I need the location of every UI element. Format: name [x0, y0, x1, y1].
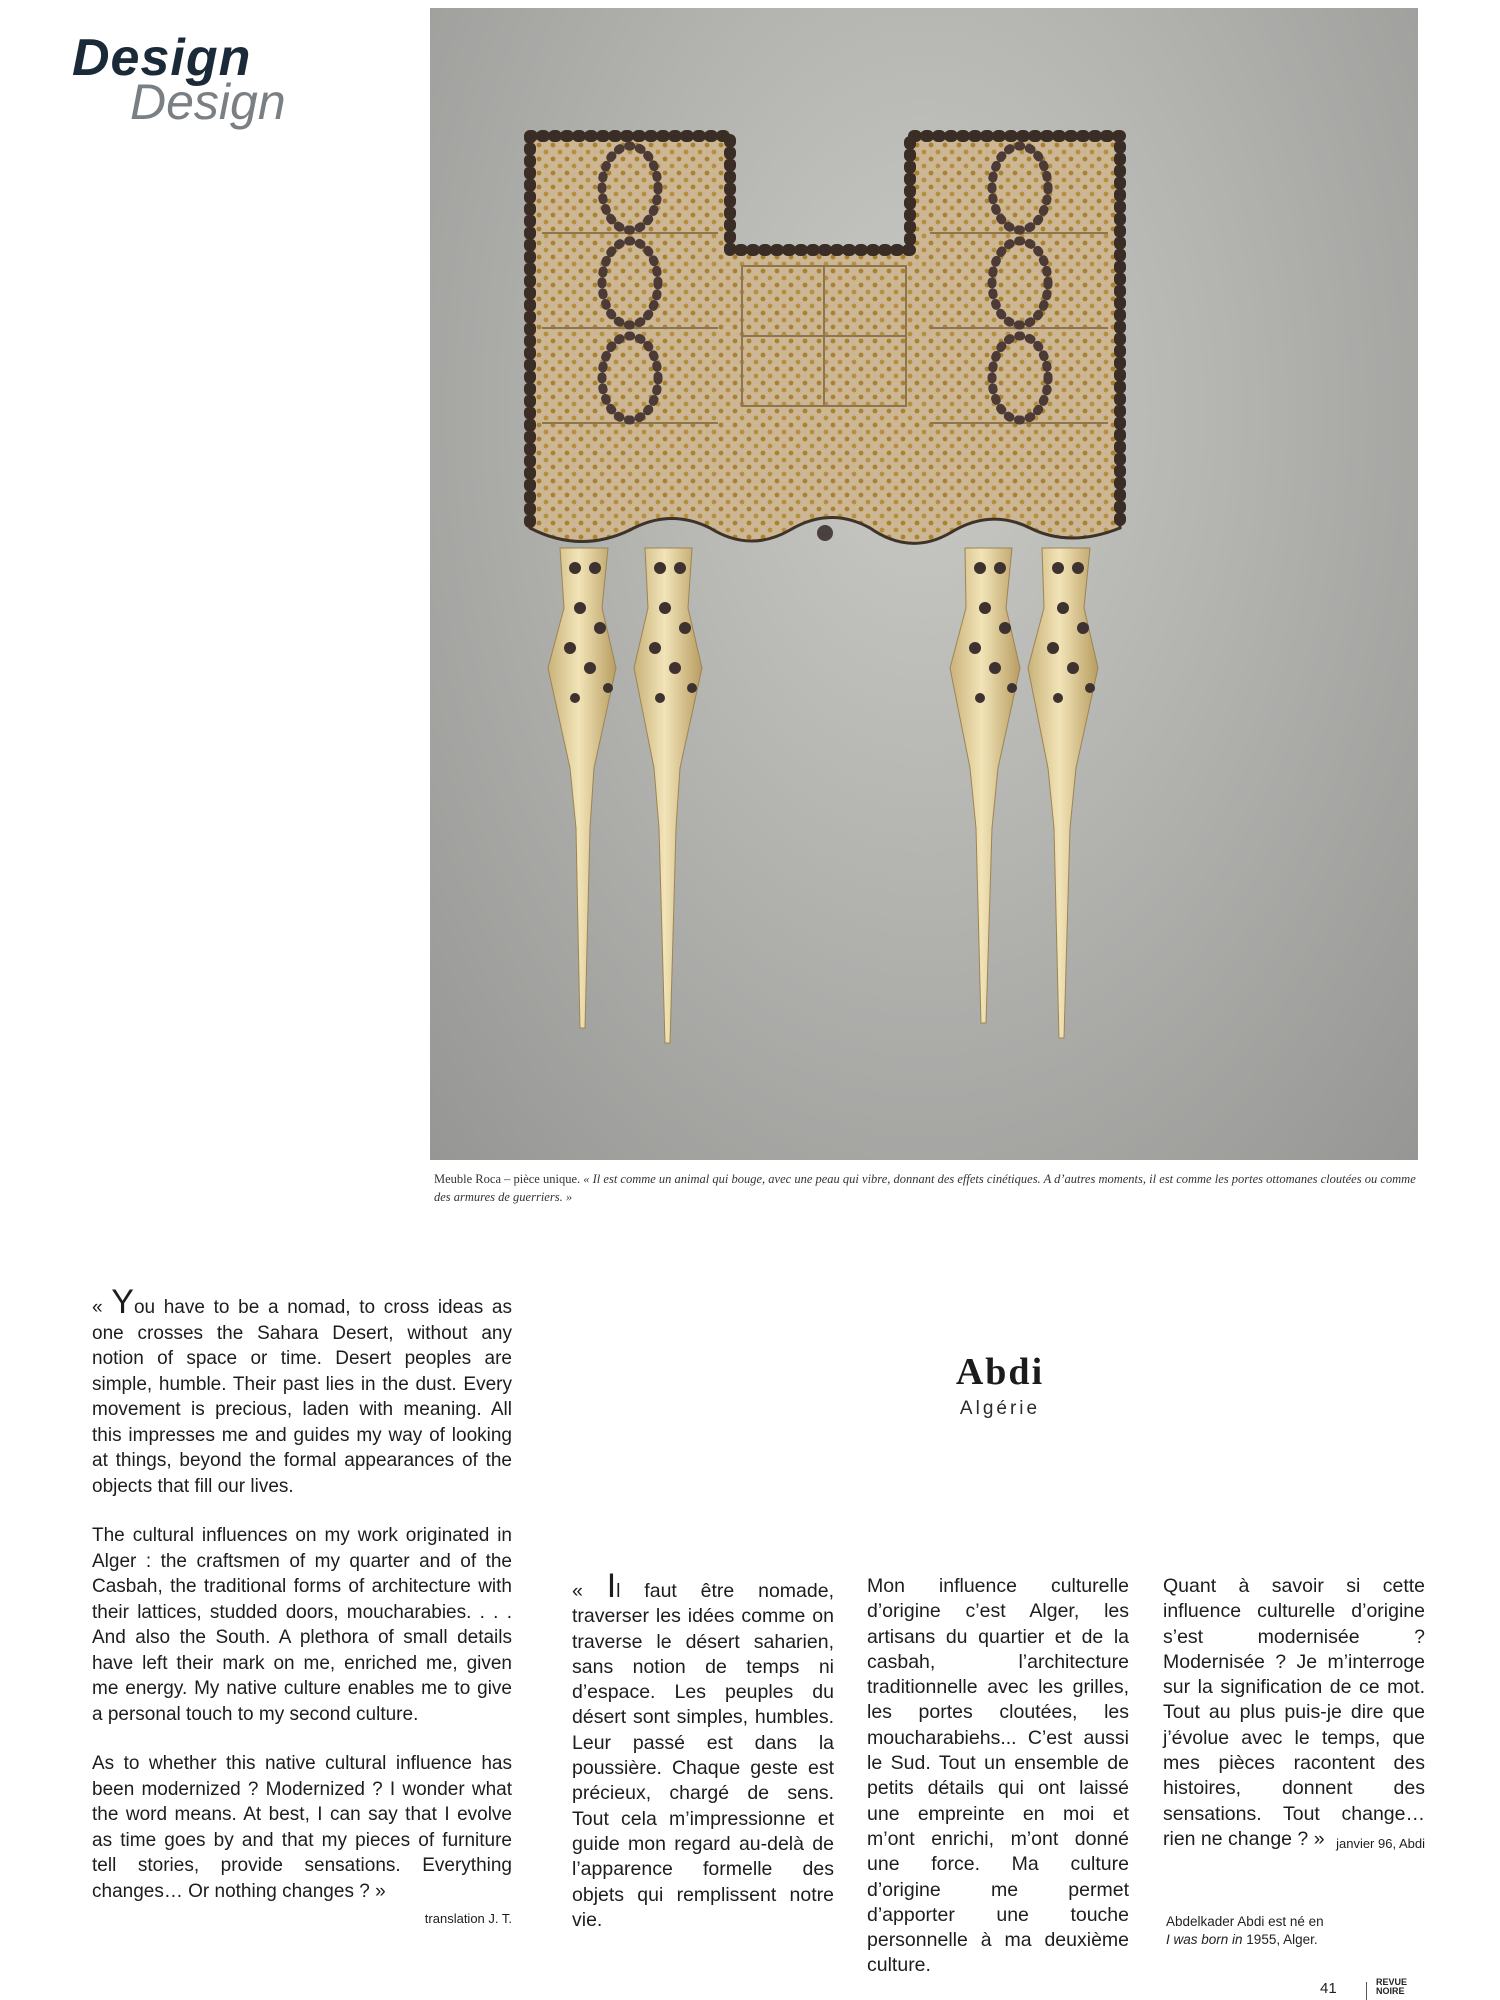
artist-country: Algérie — [959, 1398, 1041, 1419]
caption-quote: « Il est comme un animal qui bouge, avec une peau qui vibre, donnant des effets cinétiques. A d’autres moments, il est comme les portes ottomanes cloutées ou comme des armures de guerriers. » — [434, 1172, 1416, 1204]
drop-cap: Y — [111, 1283, 134, 1321]
english-paragraph-1: « You have to be a nomad, to cross ideas as one crosses the Sahara Desert, without any notion of space or time. Desert peoples are simple, humble. Their past lies in the dust. Every movement is precious, laden with meaning. All this impresses me and guides my way of looking at things, beyond the formal appearances of the objects that fill our lives. — [92, 1283, 512, 1497]
caption-lead: Meuble Roca – pièce unique. — [434, 1172, 581, 1186]
page-number: 41 — [1320, 1980, 1337, 1997]
french-column-3: Quant à savoir si cette influence culturelle d’origine s’est modernisée ? Modernisée ? Je m’interroge sur la signification de ce mot. Tout au plus puis-je dire que j’évolue avec le temps, que mes pièces racontent des histoires, donnent des sensations. Tout change… rien ne change ? » janvier 96, Abdi — [1163, 1574, 1425, 1856]
section-logo — [72, 28, 312, 138]
magazine-logo: REVUE NOIRE — [1376, 1977, 1408, 1996]
artist-bio: Abdelkader Abdi est né en I was born in 1955, Alger. — [1166, 1914, 1324, 1947]
artist-heading — [870, 1350, 1130, 1420]
translation-credit: translation J. T. — [424, 1911, 512, 1926]
french-column-1: « Il faut être nomade, traverser les idées comme on traverse le désert saharien, sans notion de temps ni d’espace. Les peuples du désert sont simples, humbles. Leur passé est dans la poussière. Chaque geste est précieux, chargé de sens. Tout cela m’impressionne et guide mon regard au-delà de l’apparence formelle des objets qui remplissent notre vie. — [572, 1567, 834, 1931]
drop-cap: I — [606, 1567, 617, 1605]
furniture-photo — [430, 8, 1418, 1160]
french-column-2: Mon influence culturelle d’origine c’est Alger, les artisans du quartier et de la casbah, l’architecture traditionnelle avec les grilles, les portes cloutées, les moucharabiehs... C’est aussi le Sud. Tout un ensemble de petits détails qui ont laissé une empreinte en moi et m’ont enrichi, m’ont donné une force. Ma culture d’origine me permet d’apporter une touche personnelle à ma deuxième culture. — [867, 1575, 1129, 1977]
english-text — [92, 1283, 512, 1932]
artist-name: Abdi — [955, 1351, 1045, 1393]
english-paragraph-3: As to whether this native cultural influence has been modernized ? Modernized ? I wonder what the word means. At best, I can say that I evolve as time goes by and that my pieces of furniture tell stories, provide sensations. Everything changes… Or nothing changes ? » — [92, 1753, 512, 1902]
section-subtitle: Design — [130, 74, 286, 130]
english-paragraph-2: The cultural influences on my work originated in Alger : the craftsmen of my quarter and of the Casbah, the traditional forms of architecture with their lattices, studded doors, moucharabies. . . . And also the South. A plethora of small details have left their mark on me, enriched me, given me energy. My native culture enables me to give a personal touch to my second culture. — [92, 1525, 512, 1725]
photo-caption — [434, 1170, 1418, 1206]
section-title: Design — [72, 29, 252, 87]
footer-divider — [1366, 1982, 1367, 2000]
date-signature: janvier 96, Abdi — [1336, 1835, 1425, 1851]
